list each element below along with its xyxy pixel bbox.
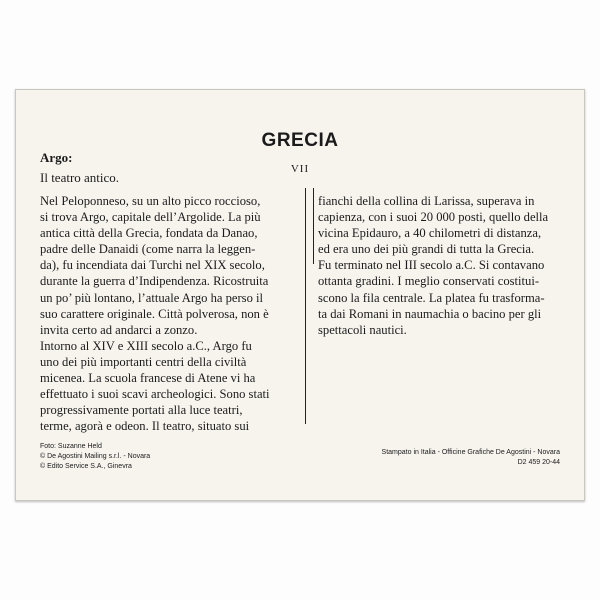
text-line: ed era uno dei più grandi di tutta la Grecia. (318, 242, 535, 257)
text-line: fianchi della collina di Larissa, superava in (318, 194, 535, 208)
text-line: uno dei più importanti centri della civiltà (40, 354, 247, 369)
text-line: terme, agorà e odeon. Il teatro, situato sui (40, 419, 250, 434)
left-text-column (40, 193, 300, 434)
printer-line: Stampato in Italia - Officine Grafiche De Agostini - Novara (381, 449, 560, 456)
text-line: ottanta gradini. I meglio conservati costitui- (318, 274, 540, 289)
card-title: GRECIA (261, 130, 339, 151)
text-line: capienza, con i suoi 20 000 posti, quello della (318, 210, 549, 225)
text-line: durante la guerra d’Indipendenza. Ricostruita (40, 274, 269, 289)
text-line: effettuato i suoi scavi archeologici. Sono stati (40, 387, 270, 402)
credit-line: © De Agostini Mailing s.r.l. - Novara (40, 453, 151, 460)
text-line: un po’ più lontano, l’attuale Argo ha perso il (40, 290, 264, 305)
printer-info (382, 448, 560, 468)
text-line: da), fu incendiata dai Turchi nel XIX secolo, (40, 258, 265, 273)
text-line: suo carattere originale. Città polverosa, non è (40, 306, 269, 321)
text-line: vicina Epidauro, a 40 chilometri di distanza, (318, 226, 542, 241)
text-line: Nel Peloponneso, su un alto picco roccioso, (40, 194, 261, 208)
column-rule-right (313, 188, 314, 264)
card-number: VII (290, 163, 310, 175)
place-subtitle: Il teatro antico. (40, 170, 120, 185)
credit-line: © Edito Service S.A., Ginevra (40, 463, 132, 470)
text-line: Intorno al XIV e XIII secolo a.C., Argo fu (40, 338, 252, 353)
place-name: Argo: (40, 150, 73, 165)
right-text-column (318, 193, 568, 338)
column-rule-left (305, 188, 306, 424)
postcard-back (15, 89, 585, 501)
text-line: ta dai Romani in naumachia o bacino per gli (318, 306, 542, 321)
photo-credits (40, 442, 150, 472)
text-line: spettacoli nautici. (318, 322, 407, 337)
text-line: progressivamente portati alla luce teatri, (40, 403, 243, 418)
text-line: antica città della Grecia, fondata da Danao, (40, 226, 258, 241)
text-line: scono la fila centrale. La platea fu trasforma- (318, 290, 545, 305)
printer-line: D2 459 20-44 (517, 459, 560, 466)
text-line: invita certo ad andarci a zonzo. (40, 322, 198, 337)
text-line: micenea. La scuola francese di Atene vi ha (40, 371, 256, 386)
text-line: si trova Argo, capitale dell’Argolide. La più (40, 210, 261, 225)
text-line: padre delle Danaidi (come narra la leggen- (40, 242, 256, 257)
text-line: Fu terminato nel III secolo a.C. Si contavano (318, 258, 545, 273)
credit-line: Foto: Suzanne Held (40, 443, 102, 450)
